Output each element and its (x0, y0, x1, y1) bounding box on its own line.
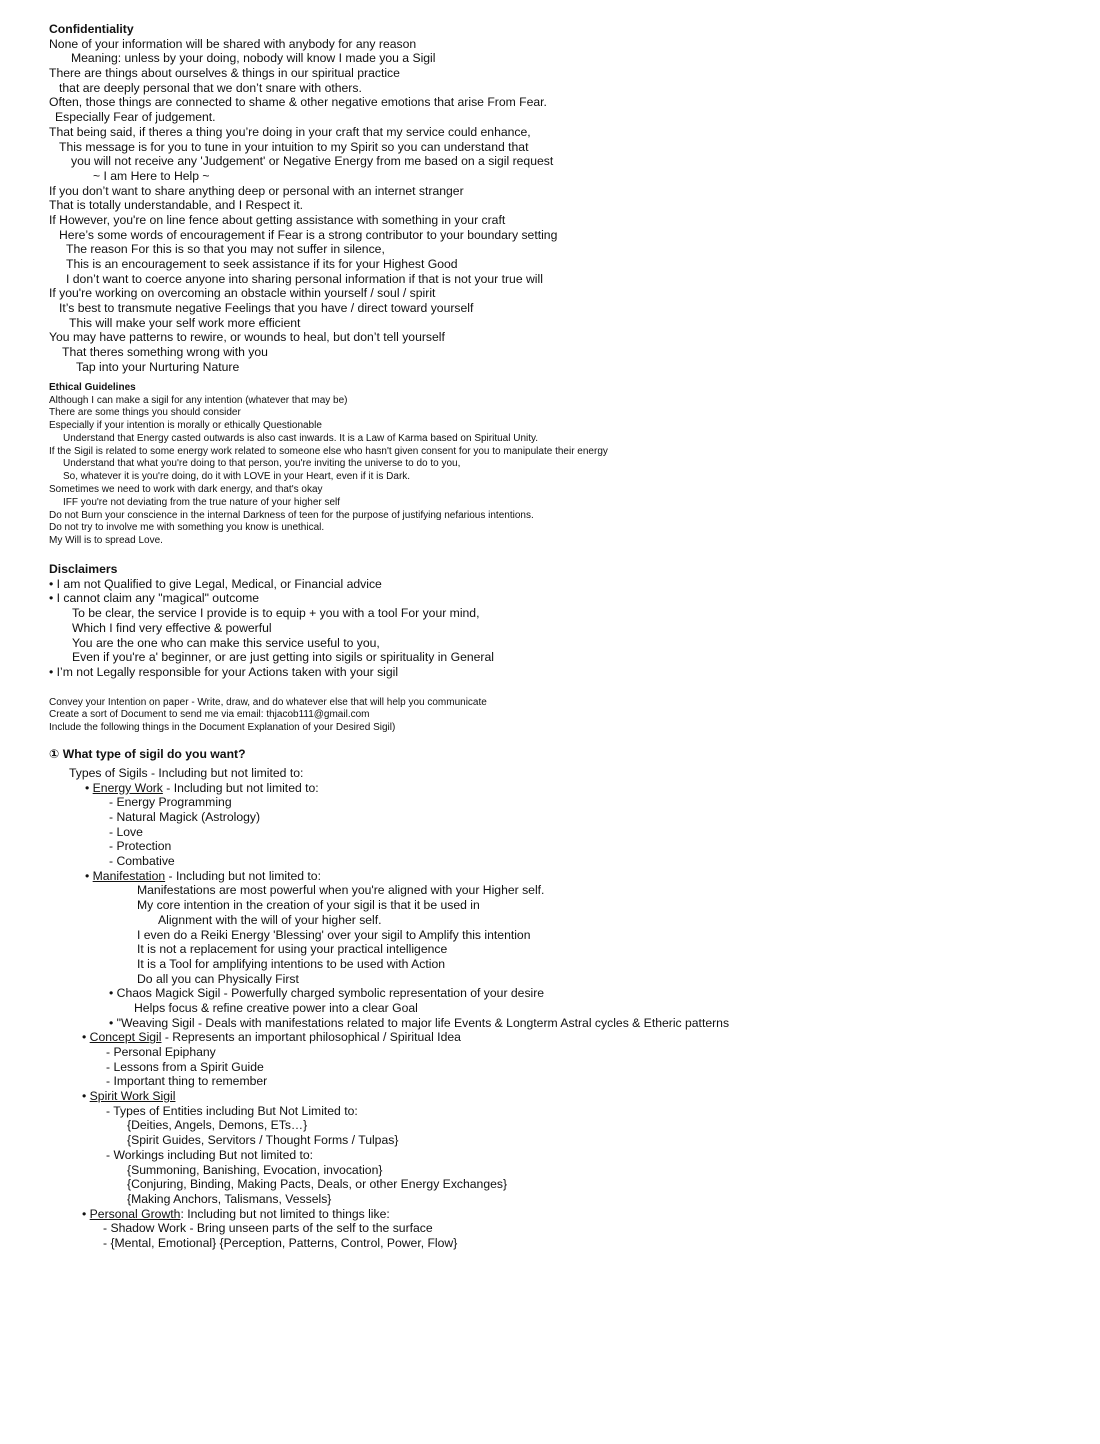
ethical-guidelines-heading: Ethical Guidelines (49, 381, 136, 393)
sigil-line-text: - {Mental, Emotional} {Perception, Patterns, Control, Power, Flow} (103, 1235, 458, 1250)
ethical-line: If the Sigil is related to some energy work related to someone else who hasn't given consent for you to manipulate their energy (49, 445, 608, 457)
sigil-type-line (49, 913, 1089, 928)
sigil-type-line (49, 781, 1089, 796)
sigil-type-line (49, 1163, 1089, 1178)
sigil-line-text: - Combative (109, 854, 175, 869)
sigil-line-text: • (85, 780, 93, 795)
confidentiality-line: The reason For this is so that you may not suffer in silence, (66, 242, 385, 257)
disclaimer-line: To be clear, the service I provide is to equip + you with a tool For your mind, (72, 606, 480, 621)
sigil-line-text: : Including but not limited to things like: (180, 1206, 390, 1221)
sigil-type-line (49, 810, 1089, 825)
sigil-line-text: {Deities, Angels, Demons, ETs…} (127, 1118, 308, 1133)
ethical-line: Do not try to involve me with something you know is unethical. (49, 522, 325, 534)
instruction-line: Convey your Intention on paper - Write, draw, and do whatever else that will help you communicate (49, 696, 487, 708)
sigil-category-name: Spirit Work Sigil (89, 1089, 176, 1104)
instructions-section (49, 697, 1089, 735)
sigil-line-text: It is a Tool for amplifying intentions to be used with Action (137, 956, 446, 971)
sigil-line-text: Alignment with the will of your higher self. (158, 912, 382, 927)
sigil-type-line (49, 1030, 1089, 1045)
sigil-types-heading: ① What type of sigil do you want? (49, 746, 246, 761)
confidentiality-line: If you don’t want to share anything deep or personal with an internet stranger (49, 183, 464, 198)
sigil-line-text: • (82, 1030, 90, 1045)
sigil-line-text: • (82, 1206, 90, 1221)
sigil-type-line (49, 986, 1089, 1001)
confidentiality-line: That theres something wrong with you (62, 345, 268, 360)
sigil-line-text: {Spirit Guides, Servitors / Thought Forms / Tulpas} (127, 1133, 399, 1148)
sigil-line-text: Do all you can Physically First (137, 971, 299, 986)
sigil-line-text: - Represents an important philosophical / Spiritual Idea (161, 1030, 461, 1045)
ethical-line: So, whatever it is you're doing, do it with LOVE in your Heart, even if it is Dark. (63, 471, 411, 483)
disclaimers-heading: Disclaimers (49, 562, 118, 577)
sigil-line-text: Manifestations are most powerful when you're aligned with your Higher self. (137, 883, 545, 898)
sigil-line-text: - Lessons from a Spirit Guide (106, 1059, 264, 1074)
sigil-type-line (49, 825, 1089, 840)
confidentiality-line: If However, you're on line fence about getting assistance with something in your craft (49, 212, 506, 227)
sigil-line-text: - Types of Entities including But Not Limited to: (106, 1103, 358, 1118)
sigil-type-line (49, 795, 1089, 810)
ethical-line: Although I can make a sigil for any intention (whatever that may be) (49, 394, 348, 406)
sigil-type-line (49, 766, 1089, 781)
ethical-line: Sometimes we need to work with dark energy, and that's okay (49, 484, 323, 496)
sigil-type-line (49, 1192, 1089, 1207)
confidentiality-line: This is an encouragement to seek assistance if its for your Highest Good (66, 257, 458, 271)
sigil-line-text: My core intention in the creation of your sigil is that it be used in (137, 898, 480, 913)
confidentiality-section (49, 22, 1089, 375)
sigil-line-text: I even do a Reiki Energy 'Blessing' over your sigil to Amplify this intention (137, 927, 531, 942)
sigil-line-text: • (82, 1089, 90, 1104)
confidentiality-line: There are things about ourselves & things in our spiritual practice (49, 66, 400, 81)
sigil-type-line (49, 1207, 1089, 1222)
sigil-line-text: - Personal Epiphany (106, 1045, 216, 1060)
disclaimer-line: You are the one who can make this service useful to you, (72, 635, 380, 650)
sigil-type-line (49, 1001, 1089, 1016)
document-page (49, 20, 1089, 1251)
sigil-type-line (49, 1118, 1089, 1133)
sigil-line-text: - Love (109, 824, 143, 839)
sigil-line-text: - Energy Programming (109, 795, 232, 810)
disclaimers-section (49, 562, 1089, 680)
sigil-type-line (49, 1074, 1089, 1089)
instruction-line: Include the following things in the Document Explanation of your Desired Sigil) (49, 722, 396, 734)
sigil-type-line (49, 1236, 1089, 1251)
confidentiality-line: I don’t want to coerce anyone into sharing personal information if that is not your true will (66, 271, 543, 286)
confidentiality-line: you will not receive any 'Judgement' or Negative Energy from me based on a sigil request (71, 154, 554, 169)
confidentiality-line: You may have patterns to rewire, or wounds to heal, but don’t tell yourself (49, 330, 445, 345)
sigil-type-line (49, 972, 1089, 987)
sigil-type-line (49, 869, 1089, 884)
confidentiality-line: That being said, if theres a thing you’re doing in your craft that my service could enhance, (49, 124, 531, 139)
sigil-type-line (49, 1060, 1089, 1075)
confidentiality-line: This message is for you to tune in your intuition to my Spirit so you can understand that (59, 139, 529, 154)
ethical-line: IFF you're not deviating from the true nature of your higher self (63, 496, 341, 508)
confidentiality-line: None of your information will be shared with anybody for any reason (49, 36, 417, 51)
sigil-type-line (49, 928, 1089, 943)
confidentiality-line: If you're working on overcoming an obstacle within yourself / soul / spirit (49, 286, 436, 301)
sigil-type-line (49, 1016, 1089, 1031)
sigil-line-text: {Conjuring, Binding, Making Pacts, Deals, or other Energy Exchanges} (127, 1177, 508, 1192)
ethical-line: My Will is to spread Love. (49, 535, 163, 547)
sigil-line-text: - Workings including But not limited to: (106, 1147, 314, 1162)
sigil-types-section (49, 745, 1089, 1251)
sigil-line-text: • (85, 868, 93, 883)
sigil-type-line (49, 883, 1089, 898)
sigil-line-text: {Summoning, Banishing, Evocation, invocation} (127, 1162, 383, 1177)
sigil-category-name: Manifestation (92, 868, 166, 883)
confidentiality-line: that are deeply personal that we don’t snare with others. (59, 80, 362, 95)
sigil-line-text: - Including but not limited to: (165, 868, 321, 883)
sigil-line-text: - Natural Magick (Astrology) (109, 810, 261, 825)
sigil-type-line (49, 957, 1089, 972)
sigil-type-line (49, 839, 1089, 854)
ethical-line: There are some things you should consider (49, 407, 241, 419)
confidentiality-heading: Confidentiality (49, 22, 134, 36)
ethical-line: Understand that what you're doing to that person, you're inviting the universe to do to you, (63, 458, 461, 470)
confidentiality-line: ~ I am Here to Help ~ (93, 168, 210, 183)
confidentiality-line: Especially Fear of judgement. (55, 110, 216, 125)
sigil-type-line (49, 1089, 1089, 1104)
sigil-line-text: • (109, 1015, 117, 1030)
instruction-line: Create a sort of Document to send me via email: thjacob111@gmail.com (49, 709, 370, 721)
sigil-category-name: Concept Sigil (89, 1030, 162, 1045)
sigil-type-line (49, 1221, 1089, 1236)
disclaimer-line: • I cannot claim any "magical" outcome (49, 591, 260, 606)
sigil-line-text: Types of Sigils - Including but not limited to: (69, 765, 304, 780)
sigil-type-line (49, 1148, 1089, 1163)
sigil-line-text: Helps focus & refine creative power into a clear Goal (134, 1000, 418, 1015)
disclaimer-line: Which I find very effective & powerful (72, 620, 272, 635)
sigil-type-line (49, 854, 1089, 869)
ethical-line: Do not Burn your conscience in the internal Darkness of teen for the purpose of justifying nefarious intentions. (49, 509, 534, 521)
ethical-line: Understand that Energy casted outwards is also cast inwards. It is a Law of Karma based on Spiritual Unity. (63, 432, 539, 444)
ethical-line: Especially if your intention is morally or ethically Questionable (49, 420, 322, 432)
sigil-type-line (49, 942, 1089, 957)
sigil-line-text: It is not a replacement for using your practical intelligence (137, 942, 448, 957)
disclaimer-line: • I am not Qualified to give Legal, Medical, or Financial advice (49, 576, 382, 591)
sigil-line-text: - Important thing to remember (106, 1074, 268, 1089)
confidentiality-line: That is totally understandable, and I Respect it. (49, 198, 304, 213)
confidentiality-line: Here’s some words of encouragement if Fear is a strong contributor to your boundary setting (59, 227, 558, 242)
confidentiality-line: Meaning: unless by your doing, nobody will know I made you a Sigil (71, 51, 436, 66)
disclaimer-line: • I’m not Legally responsible for your Actions taken with your sigil (49, 664, 399, 679)
sigil-category-name: Energy Work (92, 780, 163, 795)
sigil-line-text: - Including but not limited to: (162, 780, 319, 795)
sigil-type-line (49, 1133, 1089, 1148)
confidentiality-line: This will make your self work more efficient (69, 315, 301, 330)
sigil-type-line (49, 1104, 1089, 1119)
confidentiality-line: It’s best to transmute negative Feelings that you have / direct toward yourself (59, 301, 474, 316)
sigil-line-text: Chaos Magick Sigil - Powerfully charged symbolic representation of your desire (116, 986, 545, 1001)
sigil-type-line (49, 898, 1089, 913)
sigil-line-text: {Making Anchors, Talismans, Vessels} (127, 1191, 332, 1206)
sigil-line-text: "Weaving Sigil - Deals with manifestations related to major life Events & Longterm Astral cycles & Etheric patterns (116, 1015, 730, 1030)
confidentiality-line: Tap into your Nurturing Nature (76, 359, 240, 374)
sigil-line-text: - Protection (109, 839, 172, 854)
sigil-type-line (49, 1045, 1089, 1060)
sigil-category-name: Personal Growth (89, 1206, 181, 1221)
sigil-type-line (49, 1177, 1089, 1192)
disclaimer-line: Even if you're a' beginner, or are just getting into sigils or spirituality in General (72, 650, 494, 665)
sigil-line-text: • (109, 986, 117, 1001)
confidentiality-line: Often, those things are connected to shame & other negative emotions that arise From Fear. (49, 95, 547, 110)
sigil-line-text: - Shadow Work - Bring unseen parts of the self to the surface (103, 1221, 433, 1236)
ethical-guidelines-section (49, 381, 1089, 549)
